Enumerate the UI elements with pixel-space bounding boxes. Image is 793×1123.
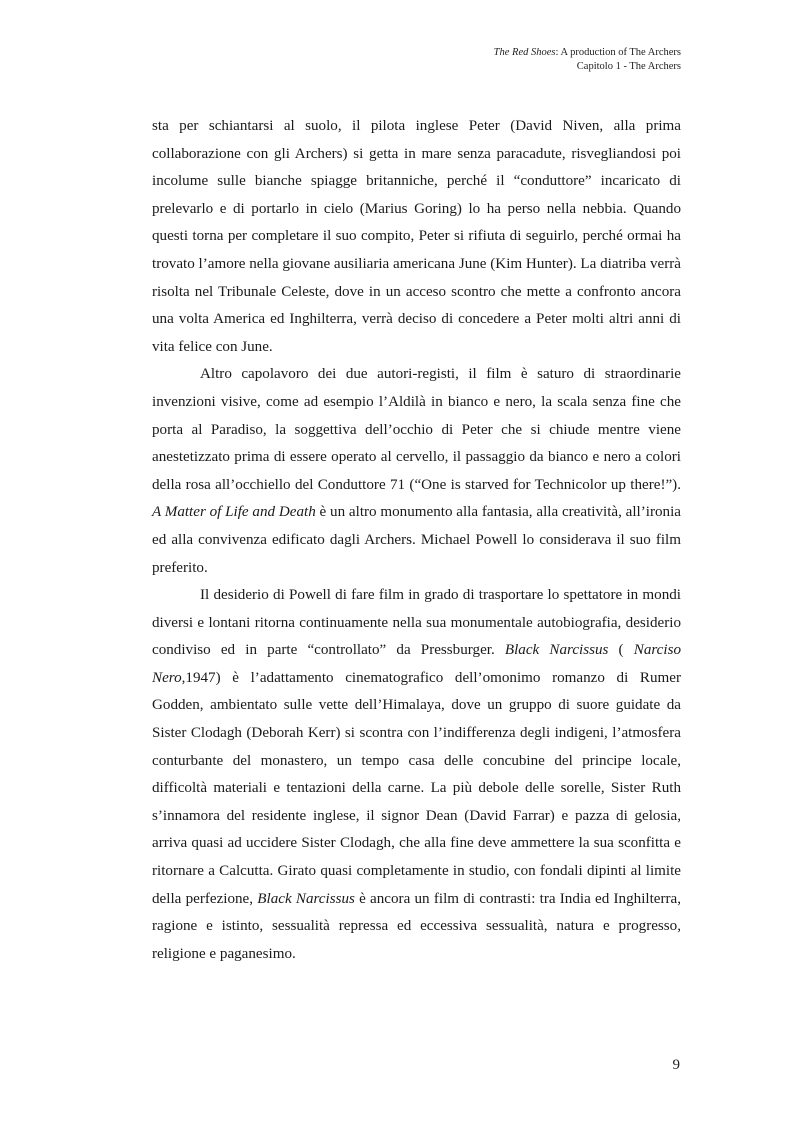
paragraph (152, 113, 681, 361)
paragraph-text: sta per schiantarsi al suolo, il pilota inglese Peter (David Niven, alla prima collaborazione con gli Archers) si getta in mare senza paracadute, risvegliandosi poi incolume sulle bianche spiagge britanniche, perché il “conduttore” incaricato di prelevarlo e di portarlo in cielo (Marius Goring) lo ha perso nella nebbia. Quando questi torna per completare il suo compito, Peter si rifiuta di seguirlo, perché ormai ha trovato l’amore nella giovane ausiliaria americana June (Kim Hunter). La diatriba verrà risolta nel Tribunale Celeste, dove in un acceso scontro che mette a confronto ancora una volta America ed Inghilterra, verrà deciso di concedere a Peter molti altri anni di vita felice con June. (152, 118, 681, 355)
header-title-rest: : A production of The Archers (555, 47, 681, 58)
film-title: Black Narcissus (504, 642, 609, 659)
running-header (494, 46, 681, 74)
paragraph-text: Il desiderio di Powell di fare film in grado di trasportare lo spettatore in mondi diversi e lontani ritorna continuamente nella sua monumentale autobiografia, desiderio condiviso ed in parte “controllato” da Pressburger. (152, 587, 681, 659)
paragraph-text: ,1947) è l’adattamento cinematografico dell’omonimo romanzo di Rumer Godden, ambientato sulle vette dell’Himalaya, dove un gruppo di suore guidate da Sister Clodagh (Deborah Kerr) si scontra con l’indifferenza degli indigeni, l’atmosfera conturbante del monastero, un tempo casa delle concubine del principe locale, difficoltà materiali e tentazioni della carne. La più debole delle sorelle, Sister Ruth s’innamora del residente inglese, il signor Dean (David Farrar) e pazza di gelosia, arriva quasi ad uccidere Sister Clodagh, che alla fine deve ammettere la sua sconfitta e ritornare a Calcutta. Girato quasi completamente in studio, con fondali dipinti al limite della perfezione, (152, 669, 681, 907)
header-chapter: Capitolo 1 - The Archers (576, 61, 681, 72)
film-title-italian: Narciso Nero (152, 642, 681, 686)
body-text (152, 113, 681, 968)
header-film-title: The Red Shoes (493, 47, 556, 58)
paragraph-text: è un altro monumento alla fantasia, alla creatività, all’ironia ed alla convivenza edificato dagli Archers. Michael Powell lo considerava il suo film preferito. (152, 504, 681, 576)
paragraph-text: Altro capolavoro dei due autori-registi, il film è saturo di straordinarie invenzioni visive, come ad esempio l’Aldilà in bianco e nero, la scala senza fine che porta al Paradiso, la soggettiva dell’occhio di Peter che si chiude mentre viene anestetizzato prima di essere operato al cervello, il passaggio da bianco e nero a colori della rosa all’occhiello del Conduttore 71 (“One is starved for Technicolor up there!”). (152, 366, 681, 493)
header-title (494, 46, 681, 60)
film-title: Black Narcissus (257, 890, 355, 907)
page-number: 9 (672, 1057, 680, 1073)
film-title: A Matter of Life and Death (152, 504, 316, 521)
paragraph (152, 361, 681, 582)
paragraph-text: ( (608, 642, 634, 659)
paragraph-text: è ancora un film di contrasti: tra India ed Inghilterra, ragione e istinto, sessualità repressa ed eccessiva sessualità, natura e progresso, religione e paganesimo. (152, 890, 681, 962)
paragraph (152, 582, 681, 968)
